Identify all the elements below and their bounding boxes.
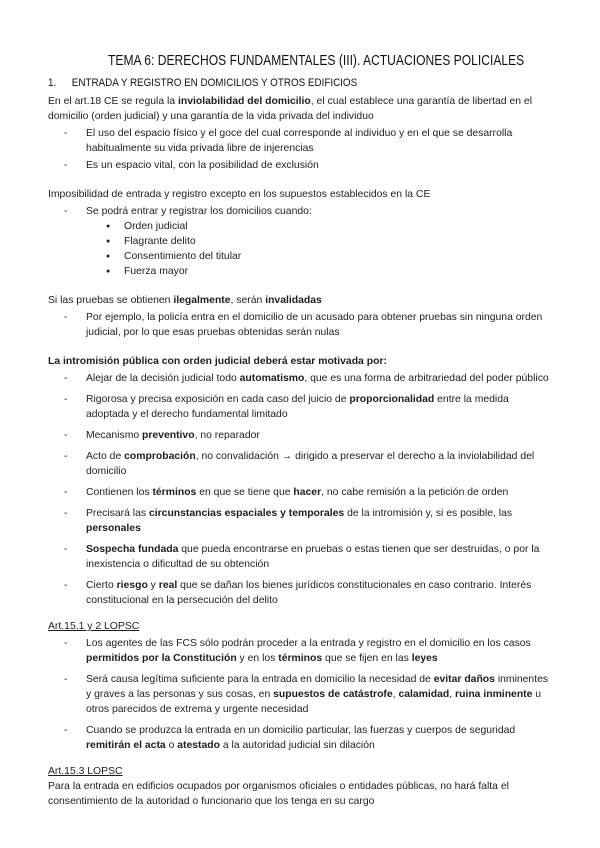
bold-run: ruina inminente [455, 689, 533, 700]
bold-run: La intromisión pública con orden judicial deberá estar motivada por: [48, 356, 387, 367]
text-run: Contienen los [86, 487, 153, 498]
text-run: Alejar de la decisión judicial todo [86, 373, 240, 384]
paragraph [48, 293, 554, 308]
dash-item [48, 578, 554, 608]
dash-item [48, 428, 554, 443]
text-run: que se fijen en las [322, 653, 412, 664]
dash-item [48, 542, 554, 572]
bold-run: supuestos de catástrofe [273, 689, 393, 700]
bold-run: real [158, 580, 178, 591]
bold-run: evitar daños [433, 674, 495, 685]
text-run: inminentes y graves a las personas y sus cosas, en [86, 674, 549, 700]
text-run: , no convalidación → dirigido a preservar el derecho a la inviolabilidad del domicilio [86, 451, 535, 477]
text-run: , [449, 689, 456, 700]
text-run: , no cabe remisión a la petición de orden [321, 487, 509, 498]
text-run: que se dañan los bienes jurídicos constitucionales en caso contrario. Interés constitucional en la persecución del delito [86, 580, 532, 606]
section-heading-text: ENTRADA Y REGISTRO EN DOMICILIOS Y OTROS EDIFICIOS [71, 77, 358, 89]
text-run: que pueda encontrarse en pruebas o estas tienen que ser destruidas, o por la inexistencia o dificultad de su obtención [86, 544, 540, 570]
bold-heading [48, 354, 554, 369]
bold-run: términos [152, 487, 197, 498]
dash-item: - Por ejemplo, la policía entra en el domicilio de un acusado para obtener pruebas sin ninguna orden judicial, por lo que esas pruebas obtenidas serán nulas [48, 310, 554, 340]
dash-item [48, 371, 554, 386]
text-run: , que es una forma de arbitrariedad del poder público [304, 373, 549, 384]
section-heading [48, 76, 493, 90]
section-number: 1. [48, 77, 57, 89]
bold-run: hacer [293, 487, 322, 498]
text-run: de la intromisión y, si es posible, las [344, 508, 513, 519]
bold-run: ilegalmente [173, 295, 231, 306]
text-run: Precisará las [86, 508, 149, 519]
text-run: Será causa legítima suficiente para la entrada en domicilio la necesidad de [86, 674, 434, 685]
text-run: En el art.18 CE se regula la [48, 96, 178, 107]
dash-item [48, 672, 554, 717]
paragraph: Para la entrada en edificios ocupados por organismos oficiales o entidades públicas, no hará falta el consentimiento de la autoridad o funcionario que los tenga en su cargo [48, 781, 509, 807]
text-run: Acto de [86, 451, 125, 462]
text-run: Cuando se produzca la entrada en un domicilio particular, las fuerzas y cuerpos de seguridad [86, 725, 516, 736]
bold-run: calamidad [398, 689, 450, 700]
text-run: u otros parecidos de extrema y urgente necesidad [86, 689, 542, 715]
bold-run: atestado [177, 740, 220, 751]
paragraph: Imposibilidad de entrada y registro excepto en los supuestos establecidos en la CE [48, 189, 431, 200]
dash-item: - Es un espacio vital, con la posibilidad de exclusión [48, 158, 554, 173]
bold-run: preventivo [142, 430, 195, 441]
text-run: o [165, 740, 178, 751]
article-heading: Art.15.1 y 2 LOPSC [48, 621, 140, 632]
intro-paragraph [48, 94, 554, 124]
article-heading: Art.15.3 LOPSC [48, 766, 123, 777]
bold-run: inviolabilidad del domicilio [177, 96, 311, 107]
bold-run: permitidos por la Constitución [86, 653, 237, 664]
text-run: , no reparador [194, 430, 260, 441]
dash-item [48, 485, 554, 500]
page-title: TEMA 6: DERECHOS FUNDAMENTALES (III). ACTUACIONES POLICIALES [108, 53, 525, 69]
bold-run: riesgo [116, 580, 148, 591]
text-run: en que se tiene que [196, 487, 294, 498]
bold-run: invalidadas [265, 295, 322, 306]
dash-item: - El uso del espacio físico y el goce del cual corresponde al individuo y en el que se desarrolla habitualmente su vida privada libre de injerencias [48, 126, 554, 156]
dash-item [48, 392, 554, 422]
bold-run: términos [278, 653, 323, 664]
bullet-item: ● Flagrante delito [48, 234, 554, 249]
document-page [48, 52, 554, 809]
text-run: , [392, 689, 399, 700]
bold-run: leyes [411, 653, 438, 664]
dash-item [48, 506, 554, 536]
bold-run: circunstancias espaciales y temporales [148, 508, 345, 519]
bold-run: automatismo [239, 373, 305, 384]
dash-item [48, 636, 554, 666]
text-run: a la autoridad judicial sin dilación [220, 740, 375, 751]
text-run: Los agentes de las FCS sólo podrán proceder a la entrada y registro en el domicilio en los casos [86, 638, 531, 649]
bullet-item: ● Consentimiento del titular [48, 249, 554, 264]
bullet-item: ● Orden judicial [48, 219, 554, 234]
bold-run: proporcionalidad [349, 394, 435, 405]
bold-run: Sospecha fundada [86, 544, 179, 555]
text-run: Mecanismo [86, 430, 143, 441]
text-run: Rigorosa y precisa exposición en cada caso del juicio de [86, 394, 350, 405]
dash-item: - Se podrá entrar y registrar los domicilios cuando: [48, 204, 554, 219]
dash-item [48, 723, 554, 753]
bold-run: comprobación [124, 451, 196, 462]
text-run: , serán [230, 295, 266, 306]
text-run: Cierto [86, 580, 117, 591]
text-run: entre la medida adoptada y el derecho fundamental limitado [86, 394, 509, 420]
dash-item [48, 449, 554, 479]
text-run: Si las pruebas se obtienen [48, 295, 174, 306]
bullet-item: ● Fuerza mayor [48, 264, 554, 279]
text-run: y [147, 580, 159, 591]
bold-run: personales [86, 523, 141, 534]
text-run: , el cual establece una garantía de libertad en el domicilio (orden judicial) y una garantía de la vida privada del individuo [48, 96, 533, 122]
text-run: y en los [236, 653, 279, 664]
bold-run: remitirán el acta [86, 740, 166, 751]
